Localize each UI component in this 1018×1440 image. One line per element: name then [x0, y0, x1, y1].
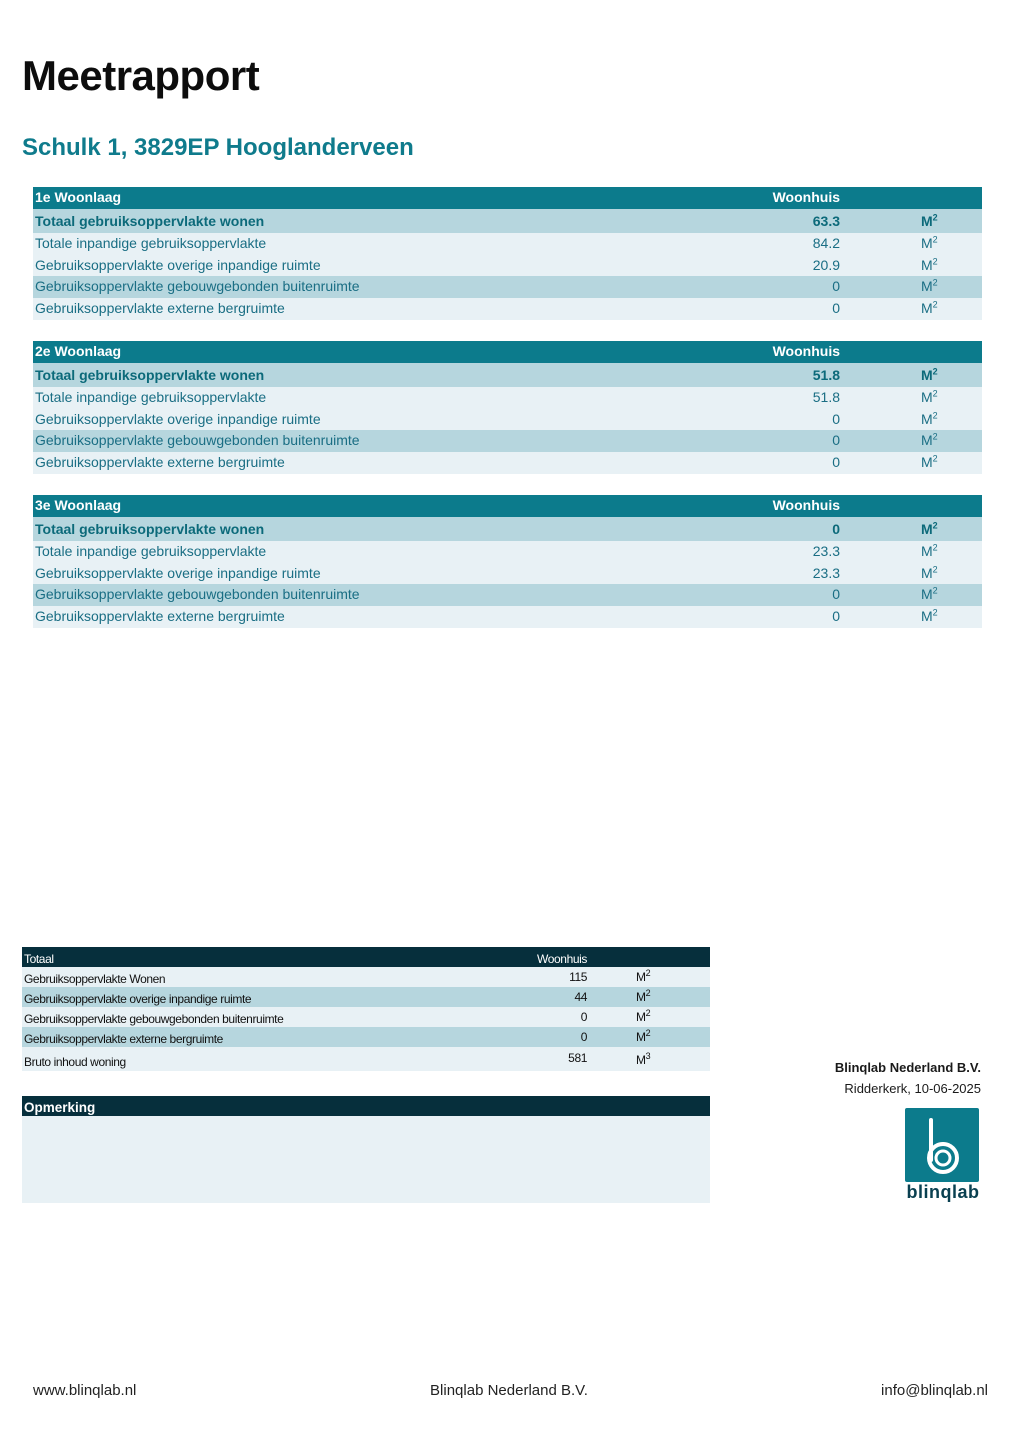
unit-label: $M^2$ [921, 234, 938, 251]
table-row [33, 298, 982, 320]
row-label: Gebruiksoppervlakte externe bergruimte [24, 1032, 223, 1046]
row-label: Gebruiksoppervlakte gebouwgebonden buitenruimte [24, 1012, 284, 1026]
table-row [33, 606, 982, 628]
row-value: 20.9 [812, 256, 840, 273]
totals-header-row [22, 947, 710, 967]
total-value: 51.8 [812, 366, 840, 383]
row-label: Totale inpandige gebruiksoppervlakte [35, 388, 267, 405]
row-value: 0 [832, 454, 840, 471]
row-value: 44 [574, 990, 587, 1004]
row-label: Gebruiksoppervlakte overige inpandige ruimte [24, 992, 252, 1006]
row-value: 0 [580, 1030, 587, 1044]
row-label: Gebruiksoppervlakte overige inpandige ruimte [35, 564, 321, 581]
unit-label: $M^3$ [636, 1051, 651, 1067]
layer-name: 3e Woonlaag [35, 497, 122, 513]
row-value: 0 [832, 278, 840, 295]
row-value: 0 [832, 300, 840, 317]
unit-label: $M^2$ [921, 607, 938, 625]
column-header: Woonhuis [772, 343, 840, 359]
totals-title: Totaal [24, 952, 54, 966]
table-row [33, 430, 982, 452]
table-row [33, 387, 982, 409]
table-row [22, 987, 710, 1007]
column-header: Woonhuis [537, 952, 587, 966]
table-row [22, 1027, 710, 1047]
row-label: Gebruiksoppervlakte gebouwgebonden buitenruimte [35, 278, 360, 295]
unit-label: $M^2$ [921, 255, 938, 273]
unit-label: $M^2$ [636, 1008, 651, 1024]
row-label: Gebruiksoppervlakte externe bergruimte [35, 454, 285, 471]
footer-company: Blinqlab Nederland B.V. [430, 1382, 588, 1399]
column-header: Woonhuis [772, 497, 840, 513]
address-subtitle: Schulk 1, 3829EP Hooglanderveen [22, 134, 414, 161]
total-label: Totaal gebruiksoppervlakte wonen [35, 520, 265, 537]
table-row [22, 1047, 710, 1071]
table-row [22, 1007, 710, 1027]
table-row [33, 584, 982, 606]
unit-label: $M^2$ [636, 1028, 651, 1044]
total-value: 0 [832, 520, 840, 537]
unit-label: $M^2$ [921, 388, 938, 405]
total-label: Totaal gebruiksoppervlakte wonen [35, 212, 265, 229]
row-value: 0 [832, 586, 840, 603]
table-row [33, 233, 982, 255]
row-value: 84.2 [812, 234, 840, 251]
layer-name: 2e Woonlaag [35, 343, 122, 359]
page-title: Meetrapport [22, 52, 260, 99]
row-value: 23.3 [812, 542, 840, 559]
table-row [22, 967, 710, 987]
unit-label: $M^2$ [921, 520, 938, 537]
row-label: Totale inpandige gebruiksoppervlakte [35, 234, 267, 251]
unit-label: $M^2$ [921, 542, 938, 559]
remark-box [22, 1096, 710, 1203]
row-label: Gebruiksoppervlakte Wonen [24, 972, 166, 986]
layer-total-row [33, 209, 982, 233]
total-label: Totaal gebruiksoppervlakte wonen [35, 366, 265, 383]
unit-label: $M^2$ [921, 409, 938, 427]
layer-header-row [33, 341, 982, 363]
row-value: 0 [832, 608, 840, 625]
footer-email[interactable]: info@blinqlab.nl [881, 1382, 988, 1399]
row-value: 23.3 [812, 564, 840, 581]
unit-label: $M^2$ [921, 366, 938, 383]
row-label: Gebruiksoppervlakte overige inpandige ruimte [35, 256, 321, 273]
row-label: Gebruiksoppervlakte externe bergruimte [35, 300, 285, 317]
row-label: Gebruiksoppervlakte overige inpandige ruimte [35, 410, 321, 427]
row-label: Gebruiksoppervlakte externe bergruimte [35, 608, 285, 625]
unit-label: $M^2$ [636, 988, 651, 1004]
unit-label: $M^2$ [921, 299, 938, 317]
total-value: 63.3 [812, 212, 840, 229]
unit-label: $M^2$ [921, 453, 938, 471]
layer-total-row [33, 517, 982, 541]
table-row [33, 563, 982, 585]
table-row [33, 276, 982, 298]
row-value: 0 [832, 432, 840, 449]
table-row [33, 452, 982, 474]
row-value: 0 [580, 1010, 587, 1024]
blinqlab-logo-icon [905, 1108, 979, 1182]
remark-body [22, 1116, 710, 1203]
row-label: Gebruiksoppervlakte gebouwgebonden buitenruimte [35, 432, 360, 449]
logo-wordmark: blinqlab [906, 1182, 980, 1202]
footer-website[interactable]: www.blinqlab.nl [33, 1382, 137, 1399]
column-header: Woonhuis [772, 189, 840, 205]
table-row [33, 409, 982, 431]
unit-label: $M^2$ [921, 212, 938, 229]
layer-name: 1e Woonlaag [35, 189, 122, 205]
place-date: Ridderkerk, 10-06-2025 [844, 1081, 981, 1096]
row-value: 581 [568, 1051, 587, 1065]
unit-label: $M^2$ [636, 968, 651, 984]
layer-total-row [33, 363, 982, 387]
unit-label: $M^2$ [921, 585, 938, 603]
row-label: Totale inpandige gebruiksoppervlakte [35, 542, 267, 559]
row-label: Bruto inhoud woning [24, 1055, 126, 1069]
company-name: Blinqlab Nederland B.V. [834, 1060, 981, 1075]
row-label: Gebruiksoppervlakte gebouwgebonden buitenruimte [35, 586, 360, 603]
unit-label: $M^2$ [921, 277, 938, 295]
company-info [835, 1057, 981, 1099]
table-row [33, 255, 982, 277]
layer-table-1 [33, 187, 982, 320]
row-value: 115 [569, 970, 587, 984]
row-value: 0 [832, 410, 840, 427]
layer-header-row [33, 187, 982, 209]
row-value: 51.8 [812, 388, 840, 405]
unit-label: $M^2$ [921, 431, 938, 449]
table-row [33, 541, 982, 563]
blinqlab-logo [905, 1108, 981, 1203]
layer-table-3 [33, 495, 982, 628]
layer-table-2 [33, 341, 982, 474]
layer-header-row [33, 495, 982, 517]
remark-title: Opmerking [22, 1096, 710, 1116]
totals-table [22, 947, 710, 1071]
unit-label: $M^2$ [921, 563, 938, 581]
